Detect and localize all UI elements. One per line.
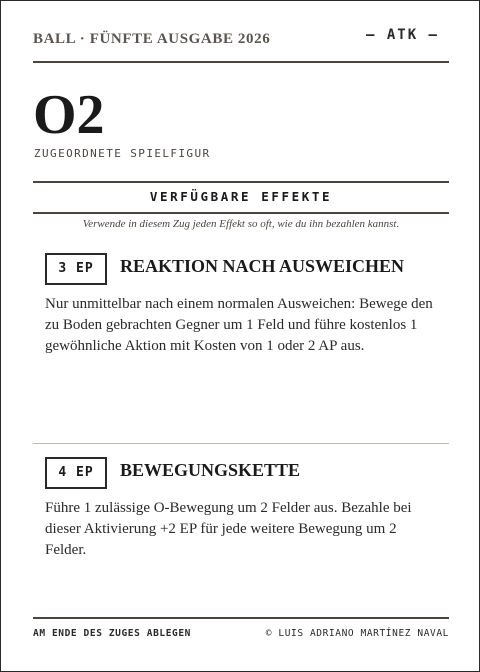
effect-description: Nur unmittelbar nach einem normalen Ausweichen: Bewege den zu Boden gebrachten Gegner um 1 Feld und führe kostenlos 1 gewöhnliche Aktion mit Kosten von 1 oder 2 AP aus.: [45, 296, 433, 354]
effect-cost-badge: 4 EP: [45, 457, 107, 489]
effect-description: Führe 1 zulässige O-Bewegung um 2 Felder aus. Bezahle bei dieser Aktivierung +2 EP für jede weitere Bewegung um 2 Felder.: [45, 500, 412, 558]
effects-usage-note: Verwende in diesem Zug jeden Effekt so oft, wie du ihn bezahlen kannst.: [82, 218, 400, 230]
figure-code: O2: [33, 84, 105, 146]
effects-section-title: VERFÜGBARE EFFEKTE: [33, 181, 449, 214]
effect-title: BEWEGUNGSKETTE: [120, 460, 301, 480]
effect-divider: [33, 443, 449, 444]
series-label: BALL · FÜNFTE AUSGABE 2026: [33, 31, 271, 47]
card-header: [33, 27, 449, 63]
effect-cost-badge: 3 EP: [45, 253, 107, 285]
card-footer: [33, 617, 449, 643]
category-tag: — ATK —: [365, 27, 439, 43]
effect-title: REAKTION NACH AUSWEICHEN: [120, 256, 405, 276]
figure-role-label: ZUGEORDNETE SPIELFIGUR: [34, 147, 211, 160]
copyright-credit: © LUIS ADRIANO MARTÍNEZ NAVAL: [265, 628, 449, 639]
discard-instruction: AM ENDE DES ZUGES ABLEGEN: [33, 628, 191, 639]
